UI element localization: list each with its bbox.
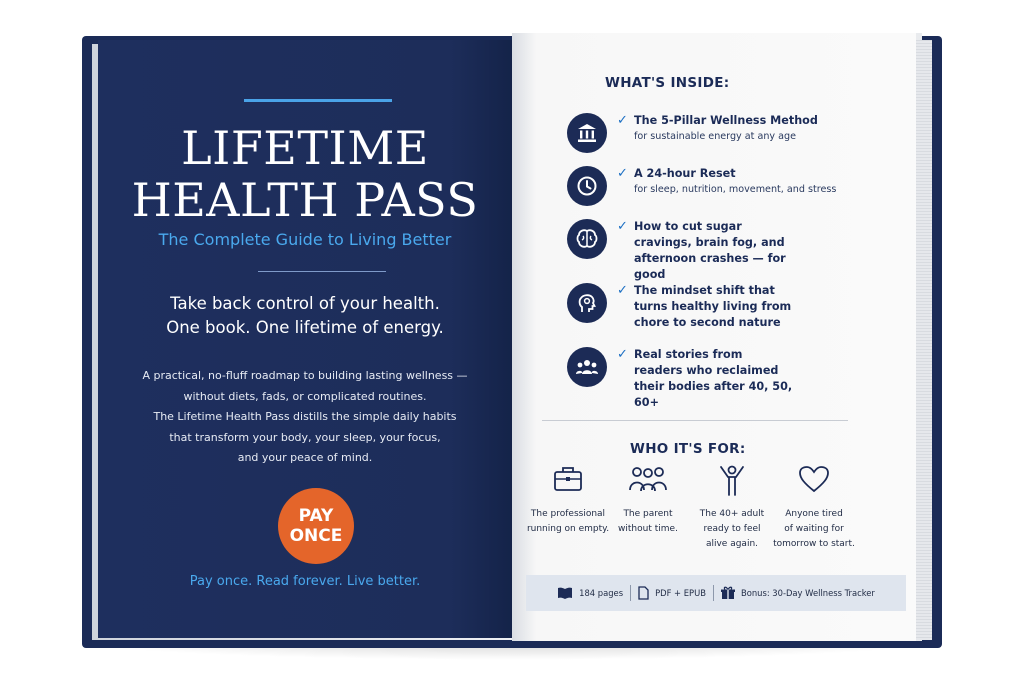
open-book-icon (557, 587, 573, 599)
audience-line: The professional (530, 509, 606, 519)
audience-line: The parent (623, 509, 673, 519)
audience-line: without time. (618, 524, 678, 534)
tagline (98, 292, 512, 340)
middle-rule (258, 271, 386, 272)
clock-icon (567, 166, 607, 206)
book-title (98, 122, 512, 226)
feature-title: The 5-Pillar Wellness Method (634, 114, 818, 127)
left-footer-slogan: Pay once. Read forever. Live better. (189, 574, 421, 589)
whats-inside-heading: WHAT'S INSIDE: (605, 75, 730, 91)
audience-line: The 40+ adult (699, 509, 765, 519)
audience-item (524, 465, 612, 537)
description-line: A practical, no-fluff roadmap to building lasting wellness — (142, 369, 468, 382)
title-line-1: LIFETIME (181, 121, 429, 175)
heart-icon (770, 465, 858, 499)
description-line: The Lifetime Health Pass distills the simple daily habits (153, 410, 457, 423)
audience-line: tomorrow to start. (773, 539, 855, 549)
bonus-label: Bonus: 30-Day Wellness Tracker (740, 588, 875, 598)
feature-item (567, 166, 887, 214)
feature-detail: for sustainable energy at any age (634, 131, 797, 142)
audience-item (688, 465, 776, 552)
gift-icon (721, 586, 735, 600)
checkmark-icon: ✓ (617, 113, 628, 128)
description-line: that transform your body, your sleep, your focus, (169, 430, 441, 444)
right-page (512, 33, 922, 641)
audience-line: alive again. (705, 539, 759, 549)
formats-label: PDF + EPUB (655, 588, 706, 598)
who-its-for-heading: WHO IT'S FOR: (630, 441, 746, 457)
arms-up-icon (688, 465, 776, 499)
page-count-label: 184 pages (579, 588, 624, 598)
bonus-item (714, 586, 882, 600)
mind-head-icon (567, 283, 607, 323)
feature-title: How to cut sugar cravings, brain fog, and afternoon crashes — for good (634, 220, 786, 281)
pillar-icon (567, 113, 607, 153)
tagline-line-2: One book. One lifetime of energy. (166, 318, 444, 337)
checkmark-icon: ✓ (617, 347, 628, 362)
audience-item (770, 465, 858, 552)
feature-detail: for sleep, nutrition, movement, and stress (634, 184, 837, 195)
briefcase-icon (524, 465, 612, 499)
description-line: without diets, fads, or complicated routines. (183, 389, 427, 403)
audience-line: Anyone tired (785, 509, 843, 519)
feature-item (567, 283, 887, 339)
feature-item (567, 347, 887, 409)
file-formats (631, 586, 713, 600)
brain-icon (567, 219, 607, 259)
feature-title: Real stories from readers who reclaimed their bodies after 40, 50, 60+ (634, 348, 793, 409)
family-icon (604, 465, 692, 499)
checkmark-icon: ✓ (617, 219, 628, 234)
audience-item (604, 465, 692, 537)
description (98, 366, 512, 469)
tagline-line-1: Take back control of your health. (170, 294, 440, 313)
page-count (550, 587, 630, 599)
feature-title: A 24-hour Reset (634, 167, 736, 180)
people-icon (567, 347, 607, 387)
pay-once-badge (278, 488, 354, 564)
badge-line-2: ONCE (289, 526, 343, 546)
audience-line: of waiting for (784, 524, 844, 534)
feature-item (567, 219, 887, 281)
badge-line-1: PAY (298, 506, 334, 526)
checkmark-icon: ✓ (617, 283, 628, 298)
left-page (98, 40, 512, 638)
page-edge-right (916, 40, 932, 640)
top-accent-rule (244, 99, 392, 102)
description-line: and your peace of mind. (237, 451, 373, 464)
book-specs-bar (526, 575, 906, 611)
section-divider (542, 420, 848, 421)
book-subtitle: The Complete Guide to Living Better (158, 230, 452, 249)
checkmark-icon: ✓ (617, 166, 628, 181)
title-line-2: HEALTH PASS (131, 173, 479, 227)
feature-title: The mindset shift that turns healthy living from chore to second nature (634, 284, 792, 329)
audience-line: ready to feel (703, 524, 761, 534)
feature-item (567, 113, 887, 161)
document-icon (638, 586, 649, 600)
audience-line: running on empty. (526, 524, 610, 534)
